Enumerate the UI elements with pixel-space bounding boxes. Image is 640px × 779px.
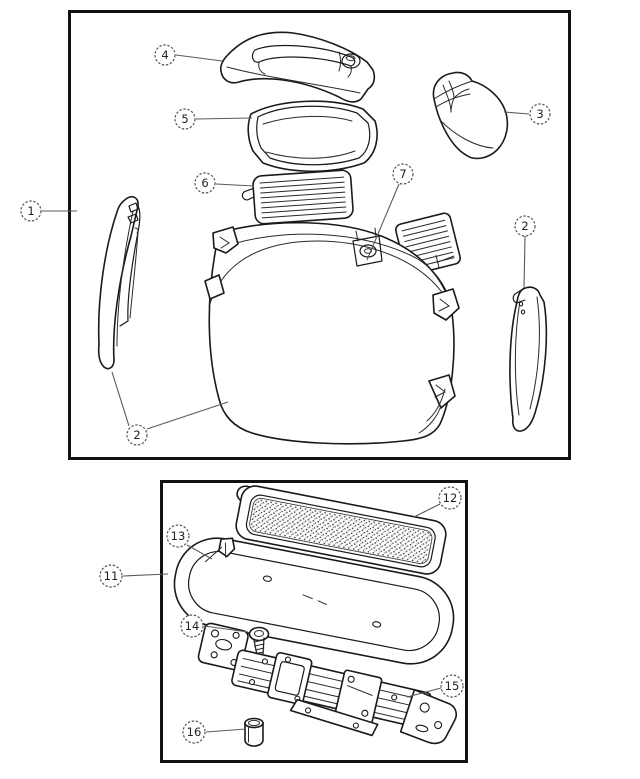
callout-1: [21, 201, 41, 221]
callout-4: [155, 45, 175, 65]
callout-number: 2: [133, 428, 141, 442]
callout-2-bottom: [127, 425, 147, 445]
callout-5: [175, 109, 195, 129]
leader-line: [216, 184, 254, 186]
part-bushing: [245, 719, 263, 747]
callout-number: 1: [27, 204, 35, 218]
callout-14: [181, 615, 203, 637]
callout-3: [530, 104, 550, 124]
callout-6: [195, 173, 215, 193]
callout-12: [439, 487, 461, 509]
leader-line: [414, 504, 440, 517]
callout-number: 6: [201, 176, 209, 190]
leader-line: [524, 236, 525, 288]
callout-16: [183, 721, 205, 743]
callout-7: [393, 164, 413, 184]
leader-line: [206, 729, 246, 732]
part-side-trim-left: [99, 197, 140, 369]
callout-number: 2: [521, 219, 529, 233]
callout-number: 4: [161, 48, 169, 62]
part-grille: [241, 170, 353, 226]
part-lid: [221, 32, 375, 102]
part-curved-bracket: [433, 72, 507, 158]
leader-line: [196, 118, 252, 119]
part-side-trim-right: [510, 287, 546, 431]
leader-line: [112, 372, 129, 426]
callout-number: 7: [399, 167, 407, 181]
callout-number: 5: [181, 112, 189, 126]
callout-number: 15: [444, 679, 460, 693]
callout-2-right: [515, 216, 535, 236]
callout-number: 3: [536, 107, 544, 121]
part-screw: [250, 628, 269, 656]
callout-13: [167, 525, 189, 547]
leader-line: [504, 112, 529, 114]
callout-11: [100, 565, 122, 587]
callout-15: [441, 675, 463, 697]
leader-line: [147, 402, 228, 429]
part-storage-bin: [248, 101, 377, 171]
callout-number: 16: [186, 725, 202, 739]
callout-number: 14: [184, 619, 200, 633]
callout-number: 12: [442, 491, 458, 505]
leader-line: [176, 55, 222, 61]
callout-number: 11: [103, 569, 119, 583]
callout-number: 13: [170, 529, 186, 543]
